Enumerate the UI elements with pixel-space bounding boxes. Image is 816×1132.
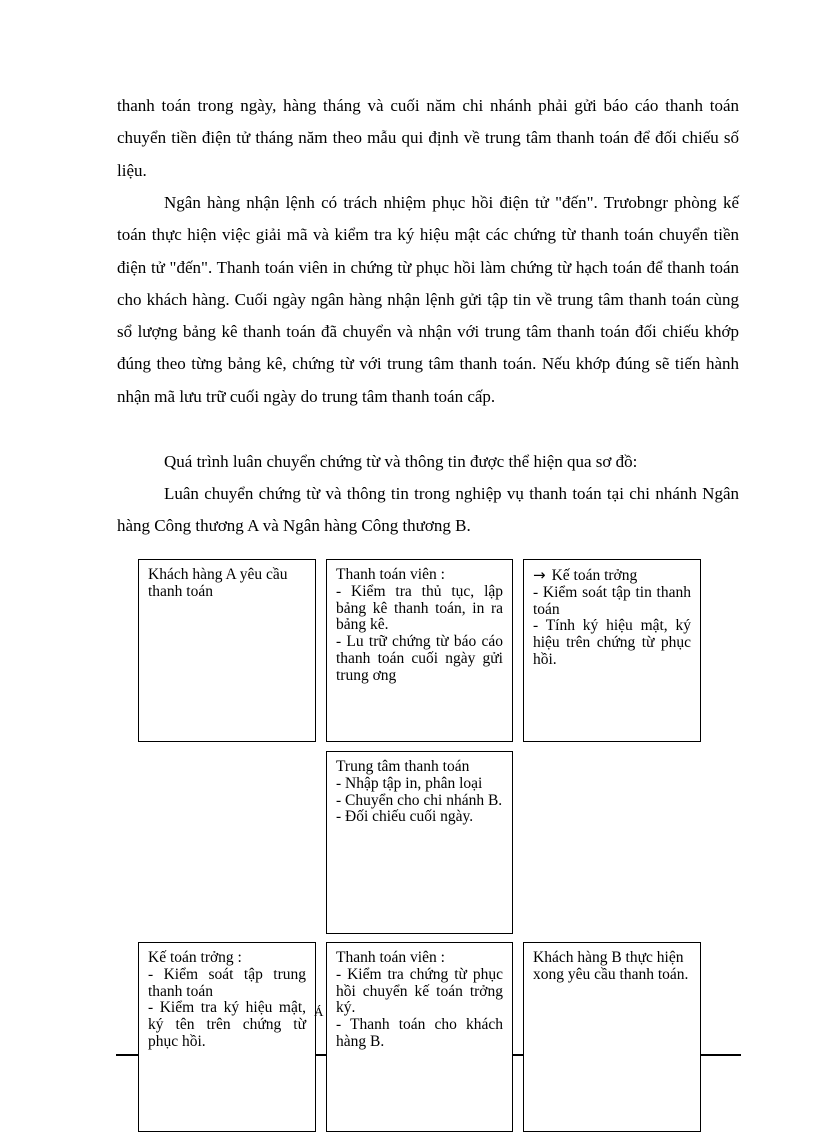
box-line: - Kiểm tra chứng từ phục hồi chuyển kế toán trởng ký. [336, 965, 503, 1017]
box-line: - Kiểm soát tập trung thanh toán [148, 965, 306, 1000]
box-teller-b [326, 942, 513, 1132]
box-title-row [533, 567, 691, 585]
box-line: - Nhập tập in, phân loại [336, 774, 483, 792]
paragraph-receiving-bank: Ngân hàng nhận lệnh có trách nhiệm phục hồi điện tử "đến". Trưobngr phòng kế toán thực hiện việc giải mã và kiểm tra ký hiệu mật các chứng từ thanh toán chuyển tiền điện tử "đến". Thanh toán viên in chứng từ phục hồi làm chứng từ hạch toán để thanh toán cho khách hàng. Cuối ngày ngân hàng nhận lệnh gửi tập tin về trung tâm thanh toán cùng sổ lượng bảng kê thanh toán đã chuyển và nhận với trung tâm thanh toán đối chiếu khớp đúng theo từng bảng kê, chứng từ với trung tâm thanh toán. Nếu khớp đúng sẽ tiến hành nhận mã lưu trữ cuối ngày do trung tâm thanh toán cấp. [117, 193, 739, 406]
paragraph-continuation: thanh toán trong ngày, hàng tháng và cuối năm chi nhánh phải gửi báo cáo thanh toán chuyển tiền điện tử tháng năm theo mẫu qui định về trung tâm thanh toán để đối chiếu số liệu. [117, 96, 739, 180]
box-title: Kế toán trởng [551, 567, 638, 584]
box-line: - Đối chiếu cuối ngày. [336, 808, 474, 826]
box-title: Thanh toán viên : [336, 949, 445, 966]
box-customer-a [138, 559, 316, 742]
paragraph-diagram-caption: Luân chuyển chứng từ và thông tin trong nghiệp vụ thanh toán tại chi nhánh Ngân hàng Công thương A và Ngân hàng Công thương B. [117, 484, 739, 536]
box-line: - Kiểm tra ký hiệu mật, ký tên trên chứng từ phục hồi. [148, 999, 306, 1050]
box-text: Khách hàng A yêu cầu thanh toán [148, 566, 288, 600]
box-line: - Lu trữ chứng từ báo cáo thanh toán cuối ngày gửi trung ơng [336, 633, 503, 684]
connector-line [513, 1054, 523, 1056]
box-title: Kế toán trởng : [148, 949, 242, 966]
connector-line [701, 1054, 741, 1056]
box-line: - Kiểm soát tập tin thanh toán [533, 583, 691, 618]
connector-line [316, 1054, 326, 1056]
box-payment-center [326, 751, 513, 934]
box-teller-a [326, 559, 513, 742]
box-line: - Thanh toán cho khách hàng B. [336, 1016, 503, 1050]
paragraph-diagram-intro: Quá trình luân chuyển chứng từ và thông tin được thể hiện qua sơ đồ: [164, 452, 638, 471]
box-chief-accountant-b [138, 942, 316, 1132]
box-line: - Kiểm tra thủ tục, lập bảng kê thanh toán, in ra bảng kê. [336, 582, 503, 634]
connector-line [116, 1054, 138, 1056]
arrow-right-icon: → [533, 566, 546, 584]
box-title: Trung tâm thanh toán [336, 758, 470, 775]
stray-glyph: Á [314, 1004, 324, 1019]
box-text: Khách hàng B thực hiện xong yêu cầu thanh toán. [533, 949, 689, 983]
box-line: - Tính ký hiệu mật, ký hiệu trên chứng từ phục hồi. [533, 617, 691, 668]
box-title: Thanh toán viên : [336, 566, 445, 583]
box-chief-accountant-a [523, 559, 701, 742]
box-line: - Chuyển cho chi nhánh B. [336, 791, 503, 809]
box-customer-b [523, 942, 701, 1132]
